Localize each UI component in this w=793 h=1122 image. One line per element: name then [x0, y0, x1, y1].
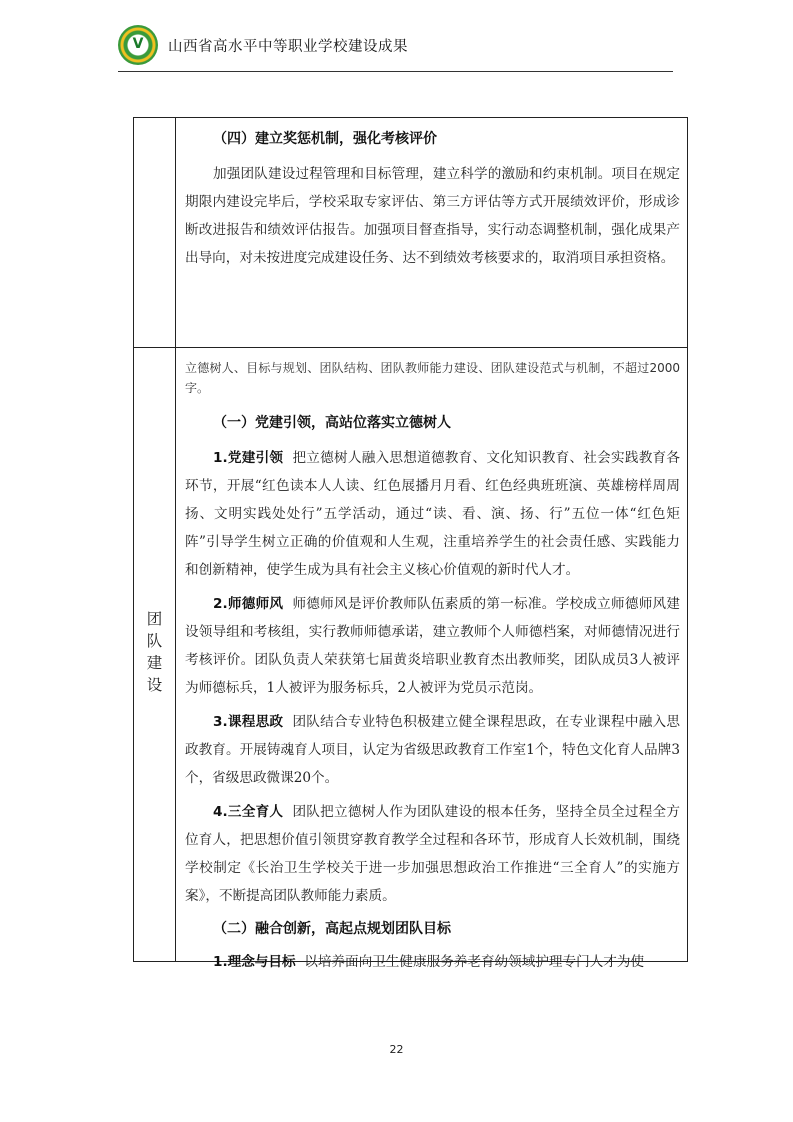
table-column-divider — [175, 118, 176, 961]
item-text: 把立德树人融入思想道德教育、文化知识教育、社会实践教育各环节，开展“红色读本人人读、红色展播月月看、红色经典班班演、英雄榜样周周扬、文明实践处处行”五学活动，通过“读、看、演、扬、行”五位一体“红色矩阵”引导学生树立正确的价值观和人生观，注重培养学生的社会责任感、实践能力和创新精神，使学生成为具有社会主义核心价值观的新时代人才。 — [185, 450, 680, 578]
row-label-char: 队 — [146, 632, 163, 650]
item-label: 4.三全育人 — [213, 804, 284, 820]
requirement-note: 立德树人、目标与规划、团队结构、团队教师能力建设、团队建设范式与机制，不超过2000字。 — [185, 361, 680, 395]
school-emblem-icon — [118, 25, 158, 65]
row-label-char: 建 — [146, 654, 163, 672]
item-label: 2.师德师风 — [213, 596, 284, 612]
item-label: 1.理念与目标 — [213, 954, 296, 970]
content-table — [133, 117, 688, 970]
row-label-team-building — [134, 608, 175, 696]
header-divider — [118, 71, 673, 72]
page-header — [118, 20, 408, 70]
logo-letter: V — [132, 36, 144, 52]
list-item — [185, 708, 680, 792]
list-item — [185, 444, 680, 584]
item-label: 3.课程思政 — [213, 714, 284, 730]
header-title: 山西省高水平中等职业学校建设成果 — [168, 38, 408, 55]
list-item — [185, 798, 680, 910]
row-label-char: 设 — [146, 676, 163, 694]
list-item — [185, 948, 680, 976]
section-team-building-cell — [185, 358, 680, 976]
item-text: 团队结合专业特色积极建立健全课程思政，在专业课程中融入思政教育。开展铸魂育人项目，认定为省级思政教育工作室1个，特色文化育人品牌3个，省级思政微课20个。 — [185, 714, 680, 786]
page-number: 22 — [389, 1043, 404, 1056]
item-text: 以培养面向卫生健康服务养老育幼领域护理专门人才为使 — [304, 954, 645, 970]
row-label-char: 团 — [146, 610, 163, 628]
section-incentive-cell — [185, 126, 680, 272]
section-paragraph: 加强团队建设过程管理和目标管理，建立科学的激励和约束机制。项目在规定期限内建设完毕后，学校采取专家评估、第三方评估等方式开展绩效评价，形成诊断改进报告和绩效评估报告。加强项目督查指导，实行动态调整机制，强化成果产出导向，对未按进度完成建设任务、达不到绩效考核要求的，取消项目承担资格。 — [185, 166, 680, 266]
section-heading: （四）建立奖惩机制，强化考核评价 — [213, 131, 437, 147]
section-heading: （一）党建引领，高站位落实立德树人 — [213, 415, 451, 431]
item-text: 师德师风是评价教师队伍素质的第一标准。学校成立师德师风建设领导组和考核组，实行教师师德承诺，建立教师个人师德档案，对师德情况进行考核评价。团队负责人荣获第七届黄炎培职业教育杰出教师奖，团队成员3人被评为师德标兵，1人被评为服务标兵，2人被评为党员示范岗。 — [185, 596, 680, 696]
table-row-divider — [134, 347, 687, 348]
list-item — [185, 590, 680, 702]
item-label: 1.党建引领 — [213, 450, 284, 466]
item-text: 团队把立德树人作为团队建设的根本任务，坚持全员全过程全方位育人，把思想价值引领贯穿教育教学全过程和各环节，形成育人长效机制，围绕学校制定《长治卫生学校关于进一步加强思想政治工作推进“三全育人”的实施方案》，不断提高团队教师能力素质。 — [185, 804, 680, 904]
section-heading: （二）融合创新，高起点规划团队目标 — [213, 921, 451, 937]
